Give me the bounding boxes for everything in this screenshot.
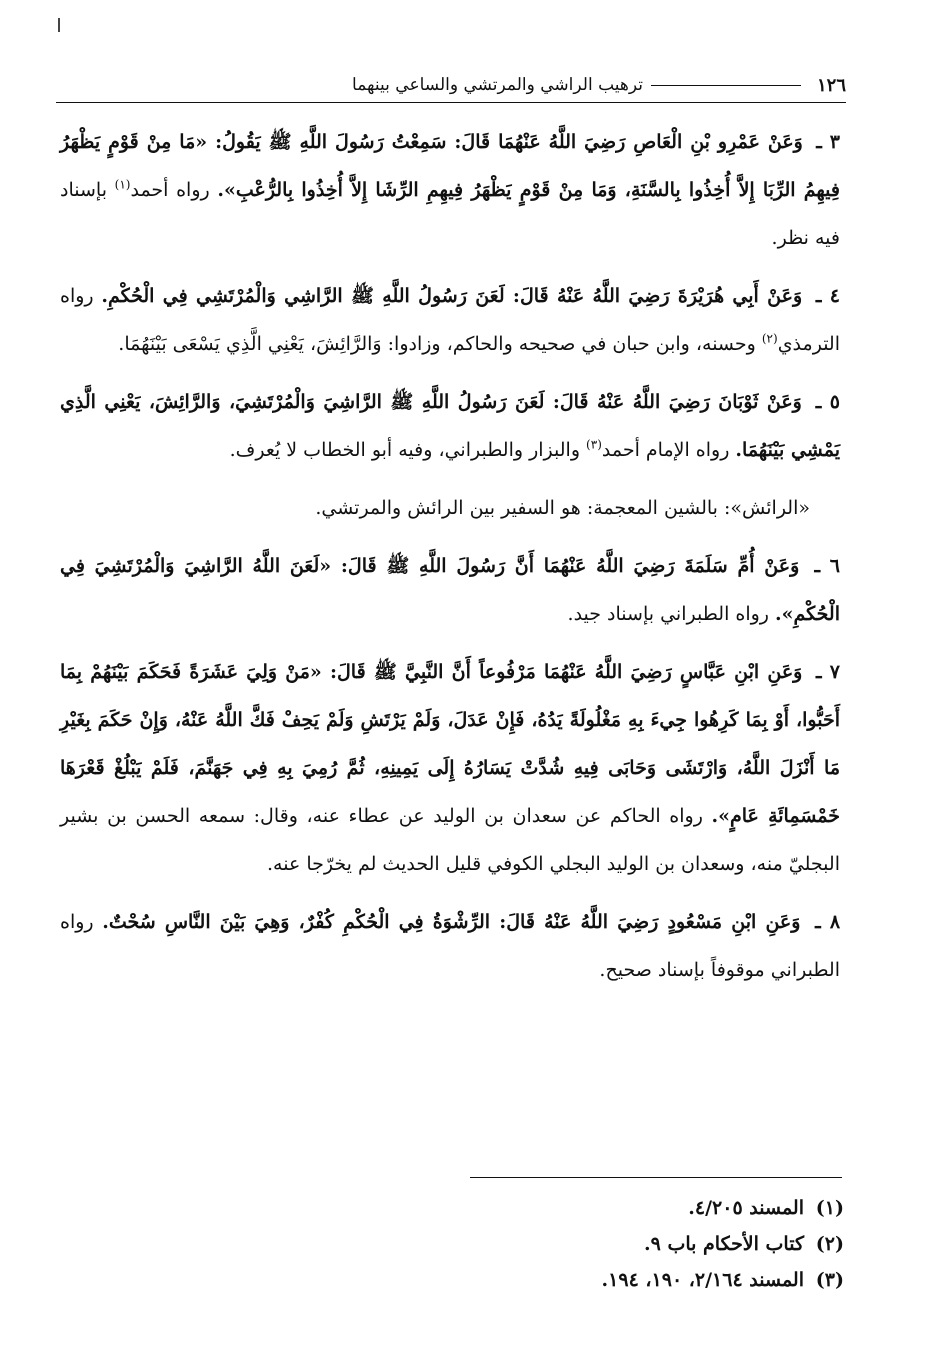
hadith-8: [60, 898, 840, 994]
footnote-text: كتاب الأحكام باب ٩.: [643, 1233, 804, 1255]
main-text: [60, 118, 840, 1004]
hadith-number: ٤ ـ: [815, 285, 840, 307]
hadith-6: [60, 542, 840, 638]
hadith-takhrij: رواه الإمام أحمد: [601, 439, 730, 461]
footnote-text: المسند ٢/١٦٤، ١٩٠، ١٩٤.: [601, 1269, 804, 1291]
footnote-text: المسند ٤/٢٠٥.: [688, 1197, 804, 1219]
hadith-5: [60, 378, 840, 474]
footnote-number: (١): [815, 1197, 844, 1219]
header-dash-rule: [651, 85, 801, 86]
hadith-7: [60, 648, 840, 888]
hadith-3: [60, 118, 840, 262]
hadith-matn: وَعَنِ ابْنِ مَسْعُودٍ رَضِيَ اللَّهُ عَنْهُ قَالَ: الرِّشْوَةُ فِي الْحُكْمِ كُفْرٌ، وَهِيَ بَيْنَ النَّاسِ سُحْتٌ.: [102, 911, 801, 933]
hadith-number: ٦ ـ: [814, 555, 840, 577]
hadith-matn: وَعَنْ عَمْرِو بْنِ الْعَاصِ رَضِيَ اللَّهُ عَنْهُمَا قَالَ: سَمِعْتُ رَسُولَ اللَّهِ ﷺ يَقُولُ: «مَا مِنْ قَوْمٍ يَظْهَرُ فِيهِمُ الرِّبَا إِلاَّ أُخِذُوا بِالسَّنَةِ، وَمَا مِنْ قَوْمٍ يَظْهَرُ فِيهِمِ الرِّشَا إِلاَّ أُخِذُوا بِالرُّعْبِ».: [60, 131, 840, 201]
hadith-takhrij-rest: وحسنه، وابن حبان في صحيحه والحاكم، وزادوا: وَالرَّائِشَ، يَعْنِي الَّذِي يَسْعَى بَيْنَهُمَا.: [118, 333, 756, 355]
footnote-item: [60, 1226, 844, 1262]
footnote-number: (٣): [815, 1269, 844, 1291]
hadith-number: ٥ ـ: [815, 391, 840, 413]
footnotes: [60, 1190, 844, 1298]
footnote-ref[interactable]: (٣): [586, 437, 602, 452]
footnote-ref[interactable]: (٢): [761, 331, 778, 346]
footnote-ref[interactable]: (١): [114, 177, 131, 192]
hadith-takhrij: رواه الترمذي: [60, 285, 840, 355]
footnote-item: [60, 1190, 844, 1226]
hadith-number: ٨ ـ: [815, 911, 841, 933]
running-title: ترهيب الراشي والمرتشي والساعي بينهما: [352, 75, 643, 95]
page-number: ١٢٦: [816, 74, 846, 96]
hadith-number: ٣ ـ: [816, 131, 840, 153]
footnote-divider: [470, 1177, 842, 1178]
hadith-4: [60, 272, 840, 368]
hadith-takhrij: رواه أحمد: [130, 179, 210, 201]
header-divider: [56, 102, 846, 103]
hadith-matn: وَعَنْ ثَوْبَانَ رَضِيَ اللَّهُ عَنْهُ قَالَ: لَعَنَ رَسُولُ اللَّهِ ﷺ الرَّاشِيَ وَالْمُرْتَشِيَ، وَالرَّائِشَ، يَعْنِي الَّذِي يَمْشِي بَيْنَهُمَا.: [60, 391, 840, 461]
page-header: [56, 70, 846, 100]
corner-mark: [58, 18, 60, 32]
hadith-matn: وَعَنْ أُمِّ سَلَمَةَ رَضِيَ اللَّهُ عَنْهُمَا أَنَّ رَسُولَ اللَّهِ ﷺ قَالَ: «لَعَنَ اللَّهُ الرَّاشِيَ وَالْمُرْتَشِيَ فِي الْحُكْمِ».: [60, 555, 840, 625]
hadith-matn: وَعَنْ أَبِي هُرَيْرَةَ رَضِيَ اللَّهُ عَنْهُ قَالَ: لَعَنَ رَسُولُ اللَّهِ ﷺ الرَّاشِي وَالْمُرْتَشِي فِي الْحُكْمِ.: [101, 285, 803, 307]
hadith-takhrij-rest: والبزار والطبراني، وفيه أبو الخطاب لا يُعرف.: [229, 439, 580, 461]
hadith-takhrij-rest: بإسناد فيه نظر.: [60, 179, 840, 249]
hadith-takhrij: رواه الطبراني بإسناد جيد.: [567, 603, 769, 625]
hadith-takhrij: رواه الطبراني موقوفاً بإسناد صحيح.: [60, 911, 840, 981]
hadith-number: ٧ ـ: [816, 661, 840, 683]
hadith-matn: وَعَنِ ابْنِ عَبَّاسٍ رَضِيَ اللَّهُ عَنْهُمَا مَرْفُوعاً أَنَّ النَّبِيَّ ﷺ قَالَ: «مَنْ وَلِيَ عَشَرَةً فَحَكَمَ بَيْنَهُمْ بِمَا أَحَبُّوا، أَوْ بِمَا كَرِهُوا جِيءَ بِهِ مَغْلُولَةً يَدُهُ، فَإِنْ عَدَلَ، وَلَمْ يَرْتَشِ وَلَمْ يَحِفْ فَكَّ اللَّهُ عَنْهُ، وَإِنْ حَكَمَ بِغَيْرِ مَا أَنْزَلَ اللَّهُ، وَارْتَشَى وَحَابَى فِيهِ شُدَّتْ يَسَارُهُ إِلَى يَمِينِهِ، ثُمَّ رُمِيَ بِهِ فِي جَهَنَّمَ، فَلَمْ يَبْلُغْ قَعْرَهَا خَمْسَمِائَةِ عَامٍ».: [60, 661, 841, 827]
hadith-takhrij: رواه الحاكم عن سعدان بن الوليد عن عطاء عنه، وقال: سمعه الحسن بن بشير البجليّ منه، وسعدان بن الوليد البجلي الكوفي قليل الحديث لم يخرّجا عنه.: [60, 805, 840, 875]
definition-note: «الرائش»: بالشين المعجمة: هو السفير بين الرائش والمرتشي.: [315, 497, 810, 519]
footnote-number: (٢): [815, 1233, 844, 1255]
footnote-item: [60, 1262, 844, 1298]
